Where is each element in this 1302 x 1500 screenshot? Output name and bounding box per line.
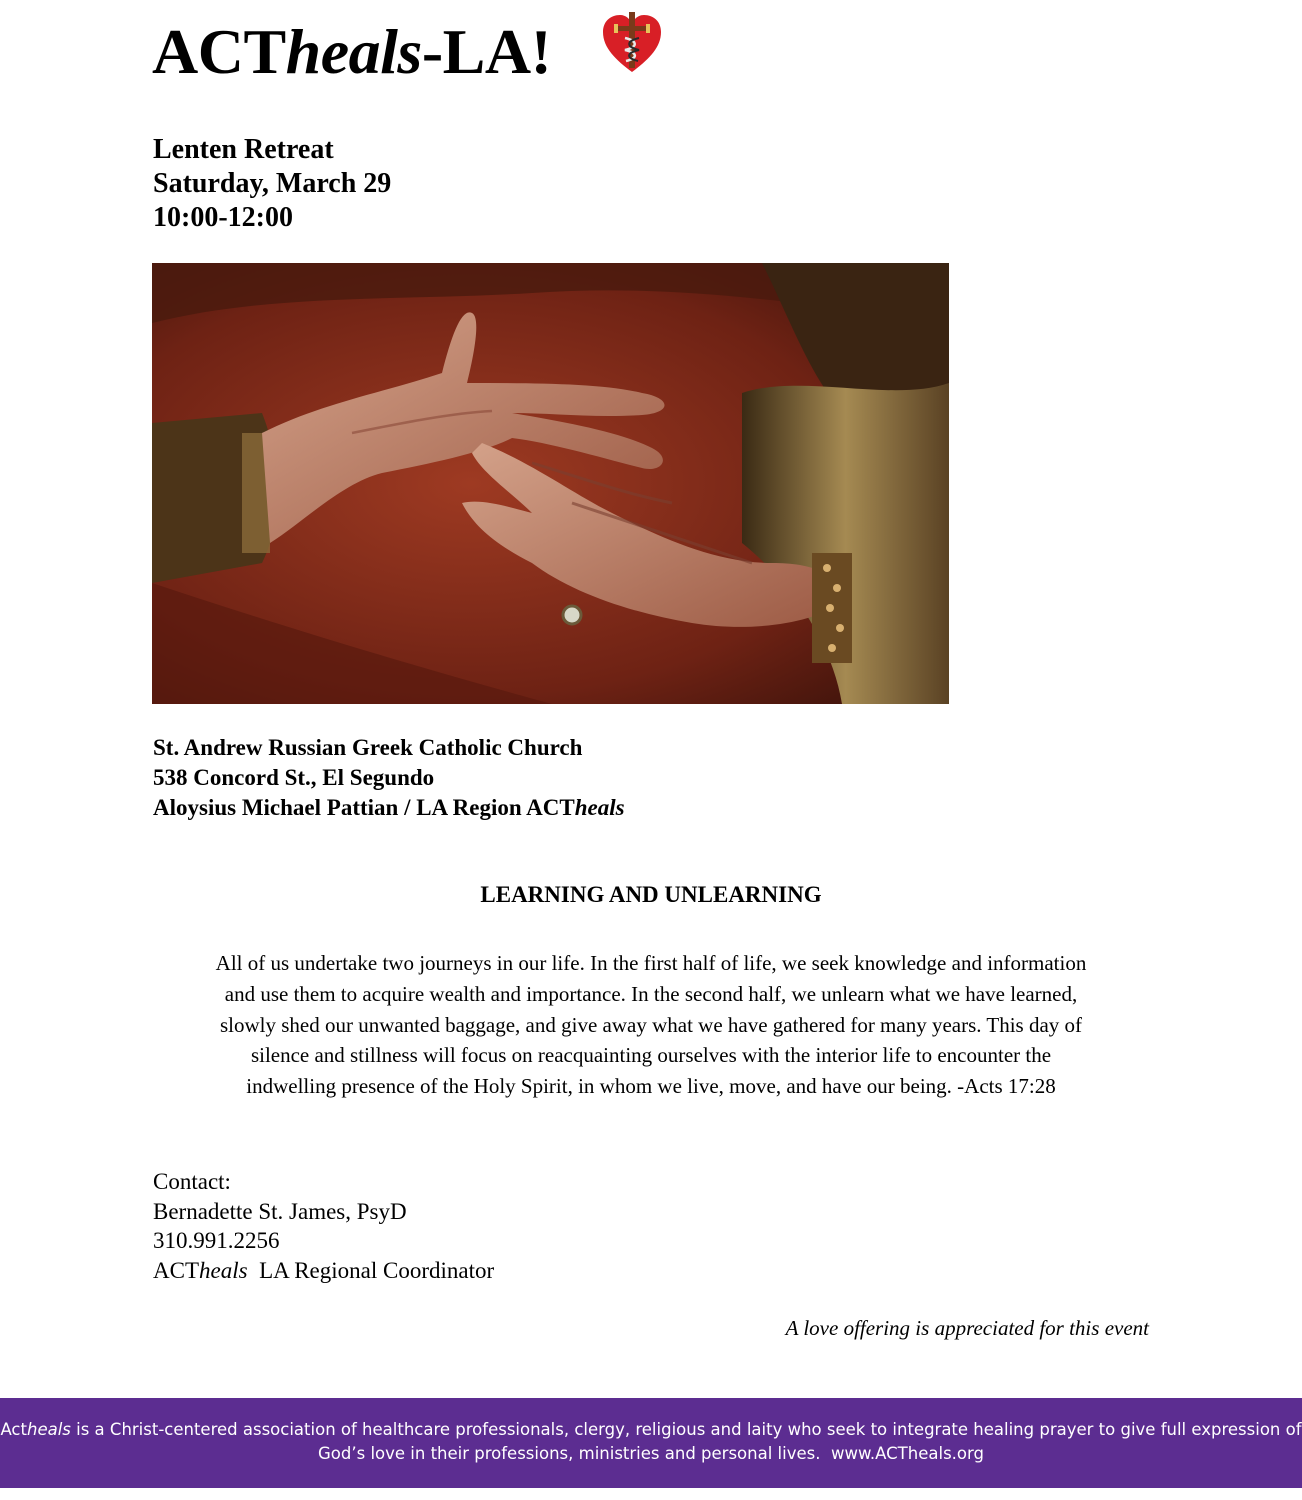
- love-offering-note: A love offering is appreciated for this event: [785, 1316, 1149, 1340]
- description-line: silence and stillness will focus on reacquainting ourselves with the interior life to encounter the: [250, 1043, 1052, 1068]
- description-line: indwelling presence of the Holy Spirit, in whom we live, move, and have our being. -Acts 17:28: [246, 1074, 1056, 1099]
- footer-line-1: Actheals is a Christ-centered association of healthcare professionals, clergy, religious and laity who seek to integrate healing prayer to give full expression of: [0, 1420, 1302, 1439]
- footer-banner: [0, 1398, 1302, 1488]
- church-address: 538 Concord St., El Segundo: [153, 765, 435, 790]
- event-time: 10:00-12:00: [153, 202, 293, 233]
- venue-details: [153, 733, 625, 823]
- contact-name: Bernadette St. James, PsyD: [153, 1198, 407, 1224]
- contact-role: ACTheals LA Regional Coordinator: [153, 1257, 495, 1283]
- contact-label: Contact:: [153, 1169, 231, 1194]
- contact-block: [153, 1167, 494, 1285]
- description-line: slowly shed our unwanted baggage, and give away what we have gathered for many years. This day of: [219, 1012, 1083, 1037]
- description-paragraph: [150, 948, 1152, 1102]
- heart-cross-caduceus-icon: [598, 10, 666, 76]
- event-details: [153, 133, 391, 235]
- page-title: ACTheals-LA!: [152, 16, 552, 87]
- retreat-leader: Aloysius Michael Pattian / LA Region ACTheals: [153, 795, 625, 820]
- description-line: and use them to acquire wealth and importance. In the second half, we unlearn what we have learned,: [224, 981, 1078, 1006]
- footer-line-2: God’s love in their professions, ministries and personal lives. www.ACTheals.org: [318, 1444, 984, 1463]
- contact-phone: 310.991.2256: [153, 1228, 280, 1253]
- description-line: All of us undertake two journeys in our life. In the first half of life, we seek knowledge and information: [215, 951, 1087, 975]
- event-date: Saturday, March 29: [153, 168, 392, 199]
- church-name: St. Andrew Russian Greek Catholic Church: [153, 735, 583, 760]
- folded-hands-painting: [152, 263, 949, 704]
- section-heading: LEARNING AND UNLEARNING: [480, 882, 822, 907]
- event-name: Lenten Retreat: [153, 134, 334, 165]
